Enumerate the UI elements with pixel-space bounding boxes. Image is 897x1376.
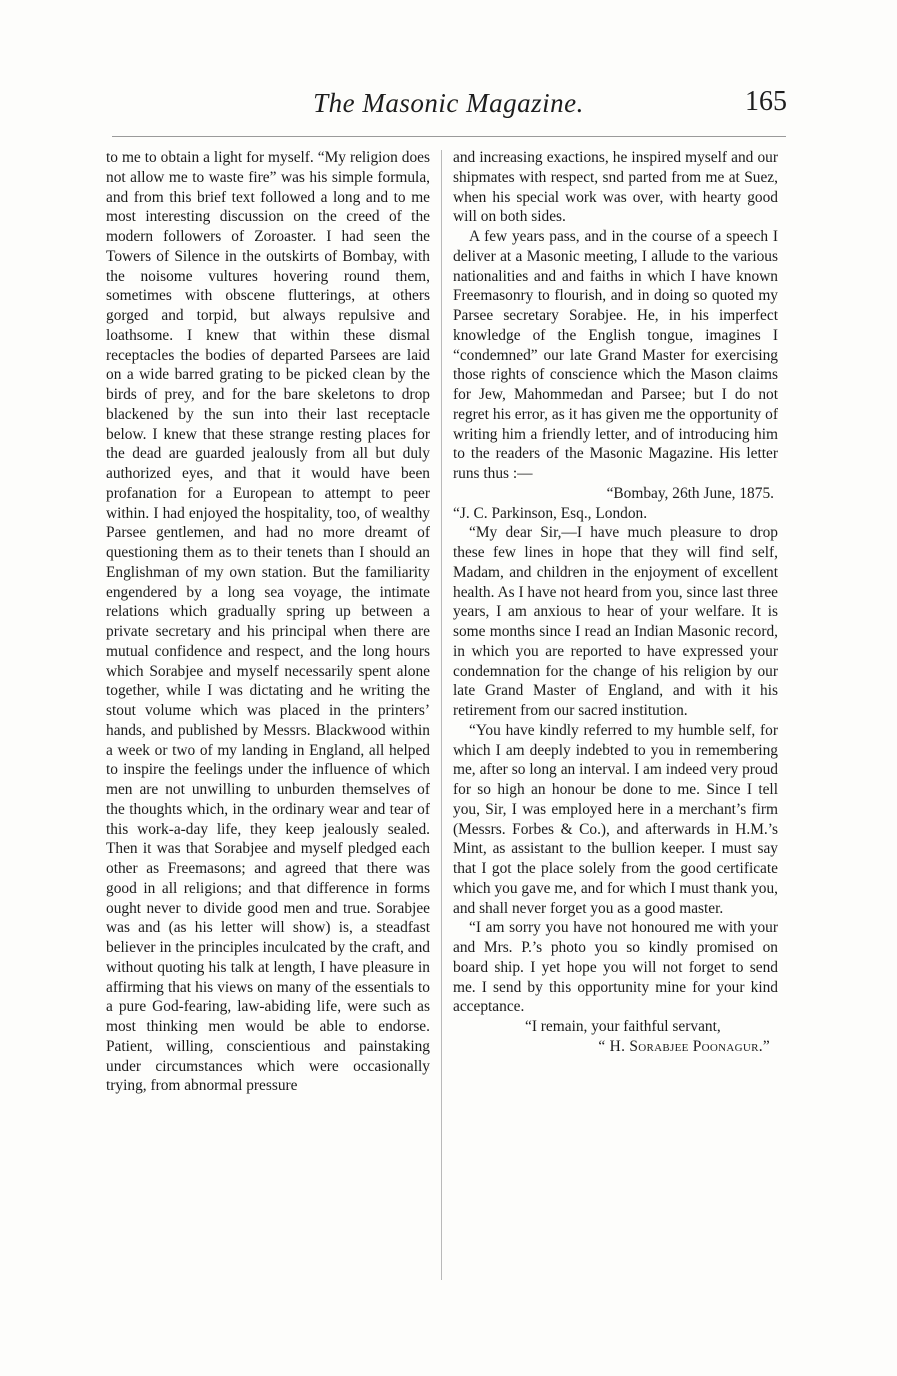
column-divider	[441, 150, 442, 1280]
header-rule	[112, 136, 786, 137]
letter-paragraph: “You have kindly referred to my humble self, for which I am deeply indebted to you in remembering me, after so long an interval. I am indeed very proud for so high an honour be done to me. Since I tell you, Sir, I was employed here in a merchant’s firm (Messrs. Forbes & Co.), and afterwards in H.M.’s Mint, as assistant to the bullion keeper. I must say that I got the place solely from the good certificate which you gave me, and for which I must thank you, and shall never forget you as a good master.	[453, 721, 778, 917]
left-paragraph: to me to obtain a light for myself. “My religion does not allow me to waste fire” was his simple formula, and from this brief text followed a long and to me most interesting discussion on the creed of the modern followers of Zoroaster. I had seen the Towers of Silence in the outskirts of Bombay, with the noisome vultures hovering round them, sometimes with obscene flutterings, at others gorged and torpid, but always repulsive and loathsome. I knew that within these dismal receptacles the bodies of departed Parsees are laid on a wide barred grating to be picked clean by the birds of prey, and for the bare skeletons to drop blackened by the sun into their last receptacle below. I knew that these strange resting places for the dead are guarded jealously from all but duly authorized eyes, and that it would have been profanation for a European to attempt to peer within. I had enjoyed the hospitality, too, of wealthy Parsee gentlemen, and had no more dreamt of questioning them as to their tenets than I should an Englishman of my own station. But the familiarity engendered by a long sea voyage, the intimate relations which gradually spring up between a private secretary and his principal when there are mutual confidence and respect, and the long hours which Sorabjee and myself necessarily spent alone together, while I was dictating and he writing the stout volume which was placed in the printers’ hands, and published by Messrs. Blackwood within a week or two of my landing in England, all helped to inspire the feelings under the influence of which men are not unwilling to unburden themselves of the thoughts which, in the ordinary wear and tear of this work-a-day life, they keep jealously sealed. Then it was that Sorabjee and myself pledged each other as Freemasons; and agreed that there was good in all religions; and that difference in forms ought never to divide good men and true. Sorabjee was and (as his letter will show) is, a steadfast believer in the principles inculcated by the craft, and without quoting his talk at length, I have pleasure in affirming that his views on many of the essentials to a pure God-fearing, law-abiding life, were such as most thinking men would be able to endorse. Patient, willing, conscientious and painstaking under circumstances which were occasionally trying, from abnormal pressure	[106, 149, 430, 1095]
page-number: 165	[745, 86, 787, 117]
running-title: The Masonic Magazine.	[313, 88, 584, 118]
letter-paragraph: “My dear Sir,—I have much pleasure to drop these few lines in hope that they will find self, Madam, and children in the enjoyment of excellent health. As I have not heard from you, since last three years, I am anxious to hear of your welfare. It is some months since I read an Indian Masonic record, in which you are reported to have expressed your condemnation for the change of his religion by our late Grand Master of England, and with it his retirement from our sacred institution.	[453, 524, 778, 719]
letter-date: “Bombay, 26th June, 1875.	[606, 484, 774, 502]
left-column	[106, 148, 430, 1096]
letter-addressee: “J. C. Parkinson, Esq., London.	[453, 504, 648, 522]
right-column	[453, 148, 778, 1057]
letter-signature: “ H. Sorabjee Poonagur.”	[598, 1037, 770, 1055]
letter-paragraph: “I am sorry you have not honoured me with your and Mrs. P.’s photo you so kindly promised on board ship. I yet hope you will not forget to send me. I send by this opportunity mine for your kind acceptance.	[453, 919, 778, 1016]
paragraph-masonic-meeting: A few years pass, and in the course of a speech I deliver at a Masonic meeting, I allude to the various nationalities and and faiths in which I have known Freemasonry to flourish, and in doing so quoted my Parsee secretary Sorabjee. He, in his imperfect knowledge of the English tongue, imagines I “condemned” our late Grand Master for exercising those rights of conscience which the Mason claims for Jew, Mahommedan and Parsee; but I do not regret his error, as it has given me the opportunity of writing him a friendly letter, and of introducing him to the readers of the Masonic Magazine. His letter runs thus :—	[453, 228, 778, 482]
letter-closing: “I remain, your faithful servant,	[525, 1018, 721, 1035]
paragraph-parting-at-suez: and increasing exactions, he inspired myself and our shipmates with respect, snd parted from me at Suez, when his special work was over, with hearty good will on both sides.	[453, 149, 778, 226]
